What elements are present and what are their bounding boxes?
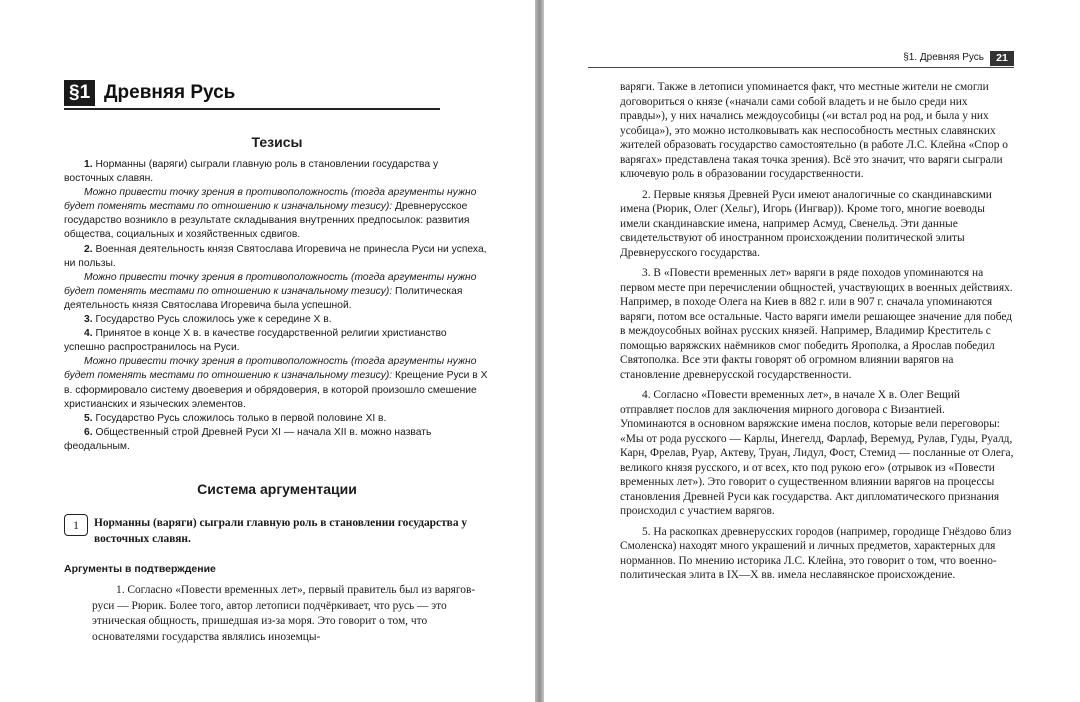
thesis-item — [64, 412, 490, 426]
body-paragraph: 5. На раскопках древнерусских городов (например, городище Гнёздово близ Смоленска) находят много украшений и личных предметов, характерных для норманнов. По мнению историка Л.С. Клейна, это говорит о том, что военно-политическая элита в IX—X вв. имела неславянское происхождение. — [620, 525, 1012, 581]
support-heading: Аргументы в подтверждение — [64, 563, 216, 575]
thesis-item — [64, 313, 490, 327]
thesis-number: 6. — [84, 426, 93, 438]
thesis-item — [64, 243, 490, 271]
argument-text: Норманны (варяги) сыграли главную роль в становлении государства у восточных славян. — [94, 517, 468, 545]
system-title: Система аргументации — [197, 481, 357, 497]
thesis-text: Государство Русь сложилось только в первой половине XI в. — [92, 412, 387, 424]
thesis-number: 5. — [84, 412, 93, 424]
thesis-item — [64, 271, 490, 313]
right-body-text — [620, 80, 1014, 589]
thesis-number: 1. — [84, 159, 93, 170]
body-paragraph: варяги. Также в летописи упоминается факт, что местные жители не смогли договориться о князе («начали сами собой владеть и не было среди них правды»), у них начались междоусобицы («и встал род на род, и была у них усобица»), это можно истолковывать как неспособность местных славянских жителей образовать государство самостоятельно (в работе Л.С. Клейна «Спор о варягах» представлена такая точка зрения). Всё это значит, что варяги сыграли ключевую роль в образовании государственности. — [620, 81, 1008, 180]
thesis-alt-note: Можно привести точку зрения в противоположность (тогда аргументы нужно будет поменять местами по отношению к изначальному тезису): — [64, 187, 477, 213]
thesis-number: 3. — [84, 314, 93, 326]
left-page — [0, 0, 535, 702]
theses-list — [64, 158, 490, 454]
thesis-text: Принятое в конце X в. в качестве государственной религии христианство успешно распространилось на Руси. — [64, 328, 447, 354]
thesis-text: Крещение Руси в X в. сформировало систему двоеверия и обрядоверия, в которой произошло смешение христианских и языческих элементов. — [64, 370, 488, 410]
theses-title: Тезисы — [251, 134, 303, 150]
chapter-badge: §1 — [64, 80, 95, 106]
page-number: 21 — [990, 51, 1014, 66]
chapter-heading — [64, 80, 440, 110]
thesis-item — [64, 327, 490, 355]
thesis-number: 4. — [84, 328, 93, 340]
thesis-item — [64, 355, 490, 411]
thesis-text: Общественный строй Древней Руси XI — начала XII в. можно назвать феодальным. — [64, 426, 432, 452]
thesis-number: 2. — [84, 243, 93, 255]
body-paragraph: 4. Согласно «Повести временных лет», в начале X в. Олег Вещий отправляет послов для заключения мирного договора с Византией. Упоминаются в основном варяжские имена послов, которые вели переговоры: «Мы от рода русского — Карлы, Инегелд, Фарлаф, Веремуд, Рулав, Гуды, Руалд, Карн, Фрелав, Руар, Актеву, Труан, Лидул, Фост, Стемид — посланные от Олега, великого князя русского, и от всех, кто под рукою его» (отрывок из «Повести временных лет»). Это говорит о существенном влиянии варягов на процессы становления Древней Руси как государства. Акт дипломатического признания происходил с участием варягов. — [620, 389, 1014, 517]
body-paragraph: 3. В «Повести временных лет» варяги в ряде походов упоминаются на первом месте при перечислении общностей, участвующих в военных действиях. Например, в походе Олега на Киев в 882 г. или в 907 г. сначала упоминаются варяги, потом все остальные. Часто варяги имели решающее значение для побед в междоусобных войнах русских князей. Например, Владимир Креститель с помощью варяжских наёмников смог победить Ярополка, а Ярослав победил Святополка. Все эти факты говорят об огромном влиянии варягов на становление древнерусской государственности. — [620, 267, 1013, 381]
book-gutter — [535, 0, 544, 702]
running-head-text: §1. Древняя Русь — [903, 52, 984, 63]
thesis-text: Древнерусское государство возникло в результате складывания внутренних предпосылок: развития общества, социальных и хозяйственных сдвигов. — [64, 201, 470, 241]
thesis-item — [64, 426, 490, 454]
thesis-text: Норманны (варяги) сыграли главную роль в становлении государства у восточных славян. — [64, 159, 439, 185]
thesis-text: Государство Русь сложилось уже к середине X в. — [92, 314, 332, 326]
thesis-alt-note: Можно привести точку зрения в противоположность (тогда аргументы нужно будет поменять местами по отношению к изначальному тезису): — [64, 356, 477, 382]
body-paragraph: 1. Согласно «Повести временных лет», первый правитель был из варягов-руси — Рюрик. Более того, автор летописи подчёркивает, что русь — это этническая общность, пришедшая из-за моря. Это говорит о том, что основателями государства являлись иноземцы- — [92, 584, 476, 643]
body-paragraph: 2. Первые князья Древней Руси имеют аналогичные со скандинавскими имена (Рюрик, Олег (Хельг), Игорь (Ингвар)). Кроме того, многие воеводы имели скандинавские имена, например Асмуд, Свенельд. Эти данные свидетельствуют об иностранном происхождении политической элиты Древнерусского государства. — [620, 188, 992, 259]
right-page — [544, 0, 1080, 702]
thesis-item — [64, 158, 490, 186]
thesis-text: Военная деятельность князя Святослава Игоревича не принесла Руси ни успеха, ни пользы. — [64, 243, 487, 269]
left-body-text — [92, 583, 490, 645]
chapter-title: Древняя Русь — [104, 82, 236, 103]
thesis-text: Политическая деятельность князя Святослава Игоревича была успешной. — [64, 285, 463, 311]
argument-number: 1 — [64, 514, 88, 536]
thesis-alt-note: Можно привести точку зрения в противоположность (тогда аргументы нужно будет поменять местами по отношению к изначальному тезису): — [64, 271, 477, 297]
running-head — [588, 51, 1014, 68]
thesis-item — [64, 186, 490, 242]
